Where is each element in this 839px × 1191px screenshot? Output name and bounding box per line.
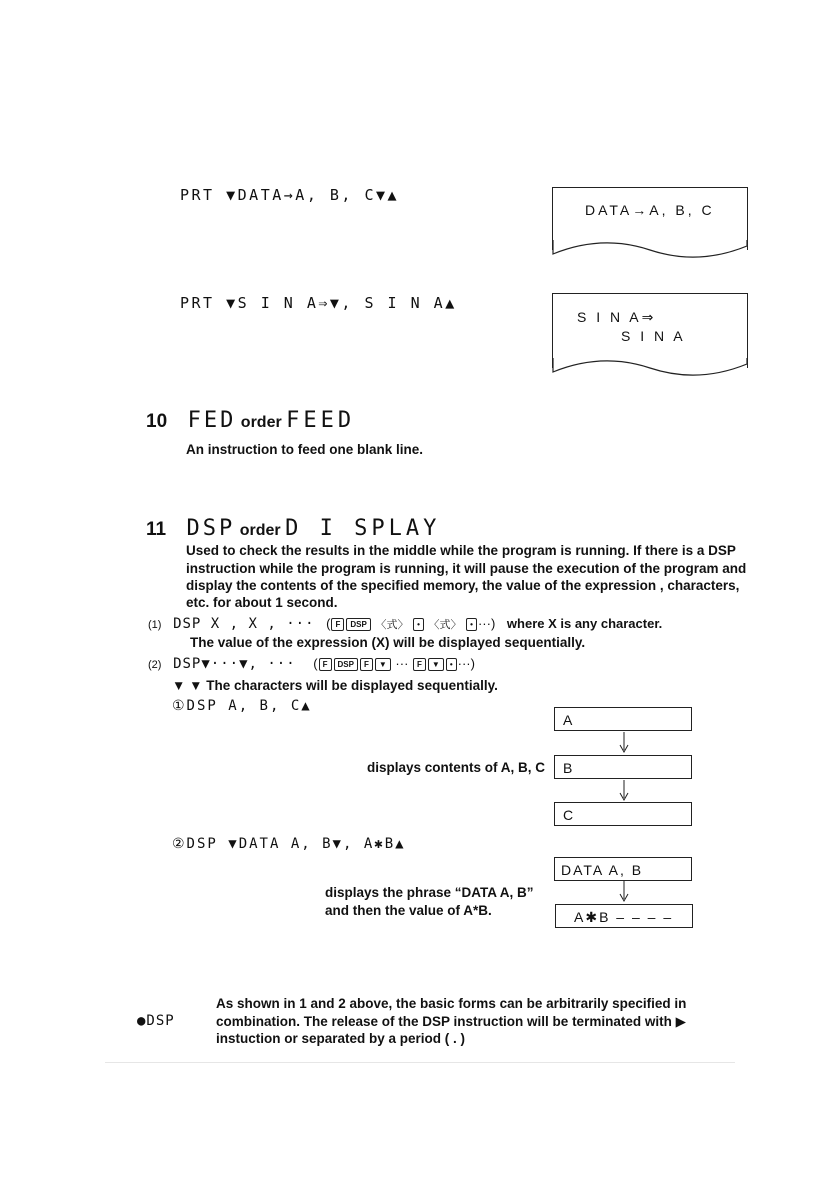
display-box-product: A✱B – – – – [555, 904, 693, 928]
printout-2-line-1: S I N A⇒ [577, 309, 657, 325]
footer-line-2: combination. The release of the DSP instruction will be terminated with ▶ [216, 1014, 686, 1029]
key-down: ▼ [428, 658, 444, 671]
section-10-code: FED [187, 408, 237, 433]
footer-bullet: ●DSP [137, 1013, 175, 1029]
display-box-a: A [554, 707, 692, 731]
section-10-heading [146, 408, 355, 433]
key-expression: 式 [439, 619, 451, 631]
form-1-note: The value of the expression (X) will be displayed sequentially. [190, 635, 586, 650]
form-2-line: (2) DSP▼···▼, ··· ( F DSP F ▼ ··· F ▼ • ···) [148, 656, 475, 672]
section-11-outline: D I SPLAY [285, 516, 441, 541]
footer-line-3: instuction or separated by a period ( . ) [216, 1031, 466, 1046]
display-box-data: DATA A, B [554, 857, 692, 881]
paper-tear-icon [552, 358, 748, 388]
page-divider [105, 1062, 735, 1063]
key-down: ▼ [375, 658, 391, 671]
section-11-heading [146, 516, 440, 541]
paper-tear-icon [552, 240, 748, 270]
example-1-label: displays contents of A, B, C [367, 760, 546, 775]
form-2-note: ▼ ▼ The characters will be displayed sequentially. [172, 678, 498, 693]
section-10-outline: FEED [286, 408, 356, 433]
printout-1-line: DATA→A, B, C [585, 202, 715, 218]
key-f: F [413, 658, 426, 671]
section-11-description-1: Used to check the results in the middle while the program is running. If there is a DSP [186, 543, 736, 558]
key-f: F [331, 618, 344, 631]
printout-2-line-2: S I N A [621, 328, 686, 344]
section-11-word: order [239, 522, 281, 539]
arrow-down-icon [618, 780, 630, 802]
key-dsp: DSP [346, 618, 370, 631]
key-expression: 式 [386, 619, 398, 631]
section-11-description-4: etc. for about 1 second. [186, 595, 338, 610]
form-1-line: (1) DSP X , X , ··· ( F DSP 〈式〉 • 〈式〉 • ···) where X is any character. [148, 616, 663, 632]
example-2-label-1: displays the phrase “DATA A, B” [325, 885, 534, 900]
section-11-code: DSP [186, 516, 236, 541]
section-10-number: 10 [146, 411, 168, 432]
display-box-c: C [554, 802, 692, 826]
form-1-where: where X is any character. [506, 616, 663, 631]
section-10-description: An instruction to feed one blank line. [186, 442, 424, 457]
section-11-description-3: display the contents of the specified memory, the value of the expression , characters, [186, 578, 740, 593]
arrow-down-icon [618, 881, 630, 903]
key-f: F [360, 658, 373, 671]
printout-1 [552, 187, 748, 250]
form-2-marker: (2) [148, 659, 162, 671]
form-1-marker: (1) [148, 619, 162, 631]
section-11-description-2: instruction while the program is running, it will pause the execution of the program and [186, 561, 747, 576]
key-comma: • [413, 618, 424, 631]
section-10-word: order [240, 414, 282, 431]
printout-2 [552, 293, 748, 368]
footer-line-1: As shown in 1 and 2 above, the basic forms can be arbitrarily specified in [216, 996, 687, 1011]
form-2-code: DSP▼···▼, ··· [173, 656, 296, 672]
key-dsp: DSP [334, 658, 358, 671]
key-comma: • [466, 618, 477, 631]
key-comma: • [446, 658, 457, 671]
arrow-down-icon [618, 732, 630, 754]
example-2-code: ②DSP ▼DATA A, B▼, A✱B▲ [172, 836, 406, 852]
example-1-code: ①DSP A, B, C▲ [172, 698, 312, 714]
prt-example-1-code: PRT ▼DATA→A, B, C▼▲ [180, 186, 400, 204]
key-f: F [319, 658, 332, 671]
prt-example-2-code: PRT ▼S I N A⇒▼, S I N A▲ [180, 294, 457, 312]
section-11-number: 11 [146, 519, 167, 540]
form-1-code: DSP X , X , ··· [173, 616, 315, 632]
display-box-b: B [554, 755, 692, 779]
example-2-label-2: and then the value of A*B. [325, 903, 492, 918]
